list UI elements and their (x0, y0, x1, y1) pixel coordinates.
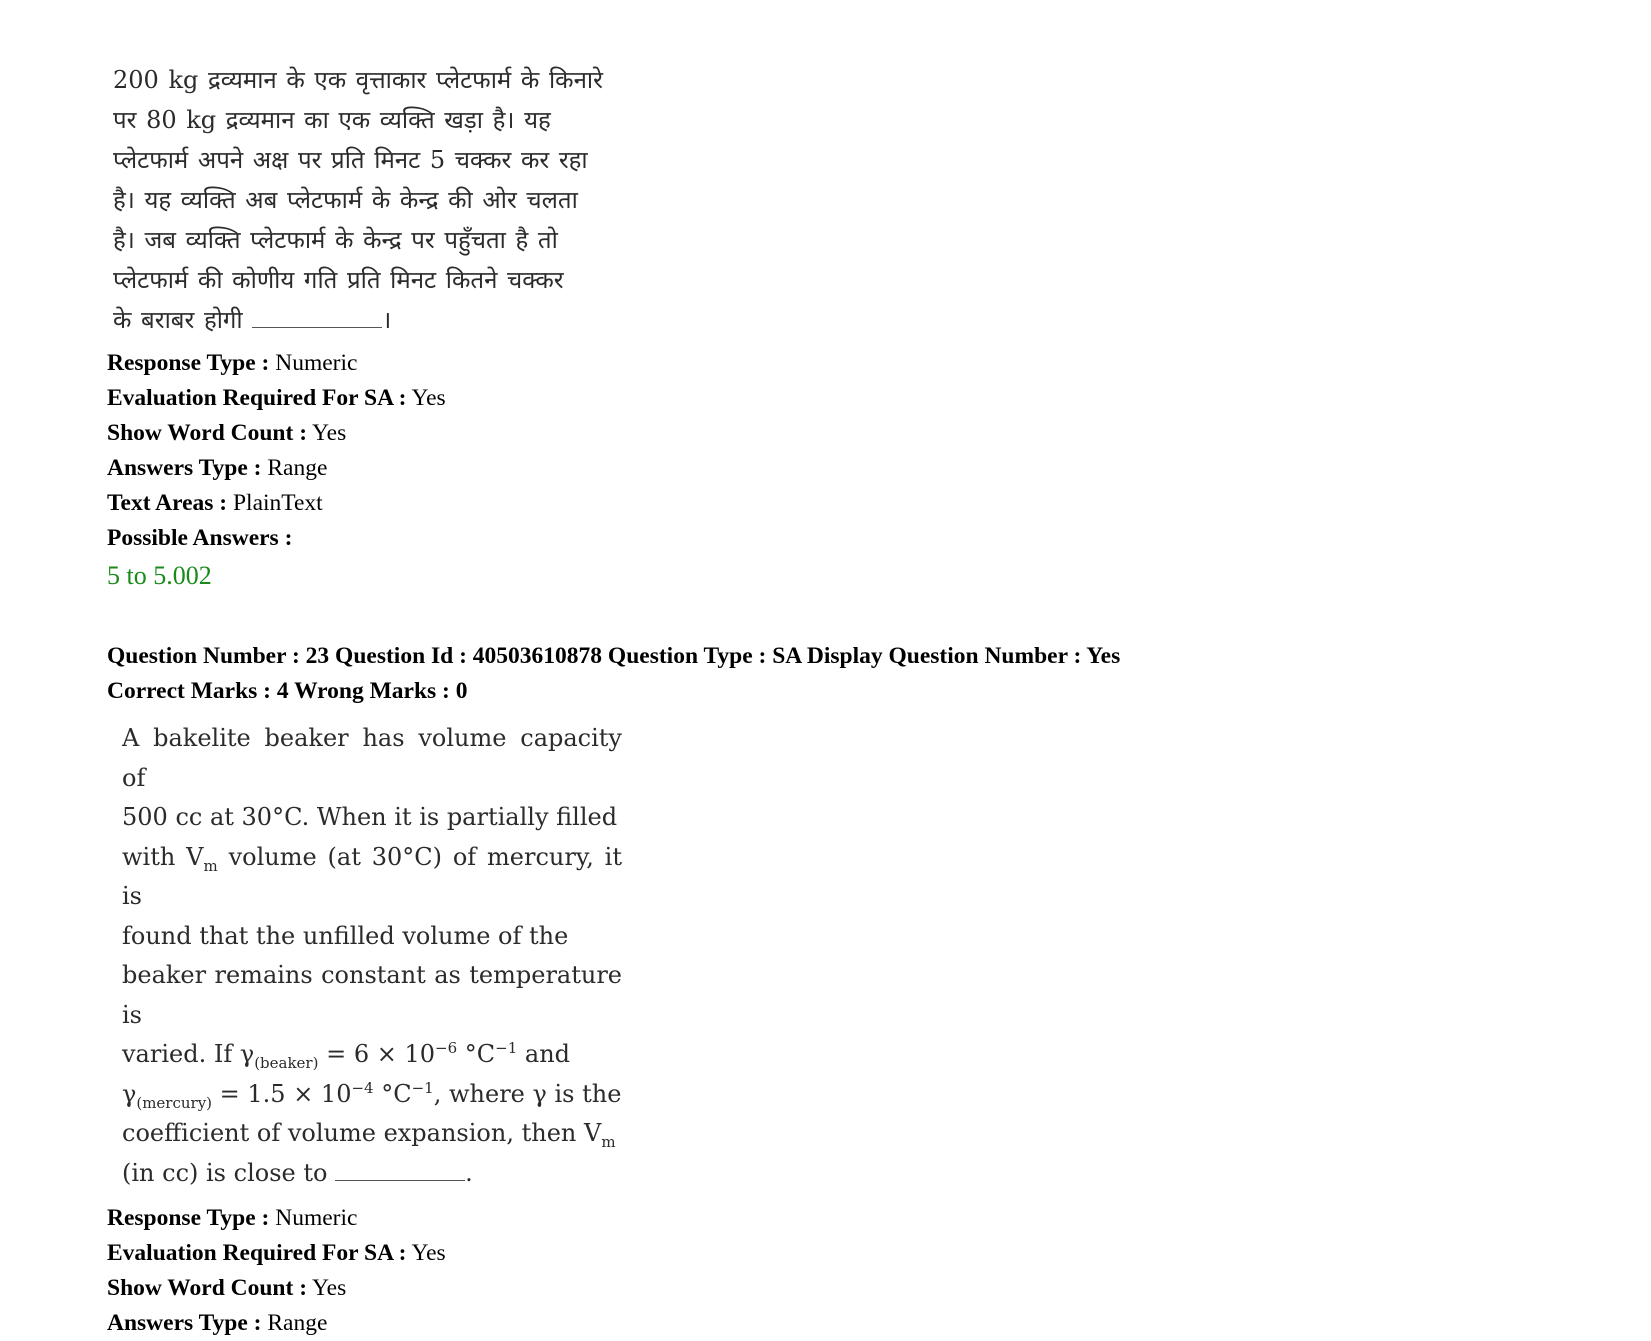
response-type-row: Response Type : Numeric (107, 1205, 358, 1231)
q23-line: varied. If $\gamma_{(beaker)} = 6 \times 10^{-6}$ $^\circ C^{-1}$ and (122, 1039, 571, 1072)
q22-line: 200 kg द्रव्यमान के एक वृत्ताकार प्लेटफार्म के किनारे (113, 66, 603, 94)
q23-line: (in cc) is close to . (122, 1158, 473, 1187)
answers-type-row: Answers Type : Range (107, 1310, 328, 1336)
q22-line-text: के बराबर होगी (113, 306, 243, 334)
q23-line: 500 cc at 30°C. When it is partially filled (122, 803, 618, 831)
show-word-count-row: Show Word Count : Yes (107, 420, 347, 446)
show-word-count-row: Show Word Count : Yes (107, 1275, 347, 1301)
q22-line: है। यह व्यक्ति अब प्लेटफार्म के केन्द्र की ओर चलता (113, 186, 578, 214)
marks-line: Correct Marks : 4 Wrong Marks : 0 (107, 678, 468, 704)
q22-line: प्लेटफार्म की कोणीय गति प्रति मिनट कितने चक्कर (113, 266, 564, 294)
q23-line: with $V_m$ volume (at 30°C) of mercury, it is (122, 842, 623, 910)
answers-type-row: Answers Type : Range (107, 455, 328, 481)
answer-blank (252, 309, 382, 328)
answer-blank (335, 1162, 465, 1181)
q23-line: A bakelite beaker has volume capacity of (122, 724, 622, 792)
evaluation-required-row: Evaluation Required For SA : Yes (107, 385, 446, 411)
question-info-line: Question Number : 23 Question Id : 40503610878 Question Type : SA Display Question Number : Yes (107, 643, 1121, 669)
document-page (107, 60, 1587, 1341)
q22-metadata (107, 346, 1587, 556)
question-22-image-text (113, 60, 613, 340)
q22-line-end: । (382, 306, 392, 334)
possible-answers-row: Possible Answers : (107, 525, 293, 551)
q22-line: पर 80 kg द्रव्यमान का एक व्यक्ति खड़ा है। यह (113, 106, 551, 134)
question-23-image-text (122, 719, 622, 1193)
response-type-row: Response Type : Numeric (107, 350, 358, 376)
q22-line: है। जब व्यक्ति प्लेटफार्म के केन्द्र पर पहुँचता है तो (113, 226, 558, 254)
q23-line: $\gamma_{(mercury)} = 1.5 \times 10^{-4}$ $^\circ C^{-1}$, where γ is the (122, 1078, 622, 1112)
q23-line: coefficient of volume expansion, then $V_m$ (122, 1119, 616, 1151)
q23-line: found that the unfilled volume of the (122, 921, 569, 950)
question-23-header (107, 639, 1587, 709)
q22-line (113, 300, 613, 340)
possible-answer-value: 5 to 5.002 (107, 561, 212, 590)
text-areas-row: Text Areas : PlainText (107, 490, 323, 516)
q22-line: प्लेटफार्म अपने अक्ष पर प्रति मिनट 5 चक्कर कर रहा (113, 146, 588, 174)
q23-metadata (107, 1201, 1587, 1341)
evaluation-required-row: Evaluation Required For SA : Yes (107, 1240, 446, 1266)
q23-line: beaker remains constant as temperature is (122, 961, 622, 1029)
